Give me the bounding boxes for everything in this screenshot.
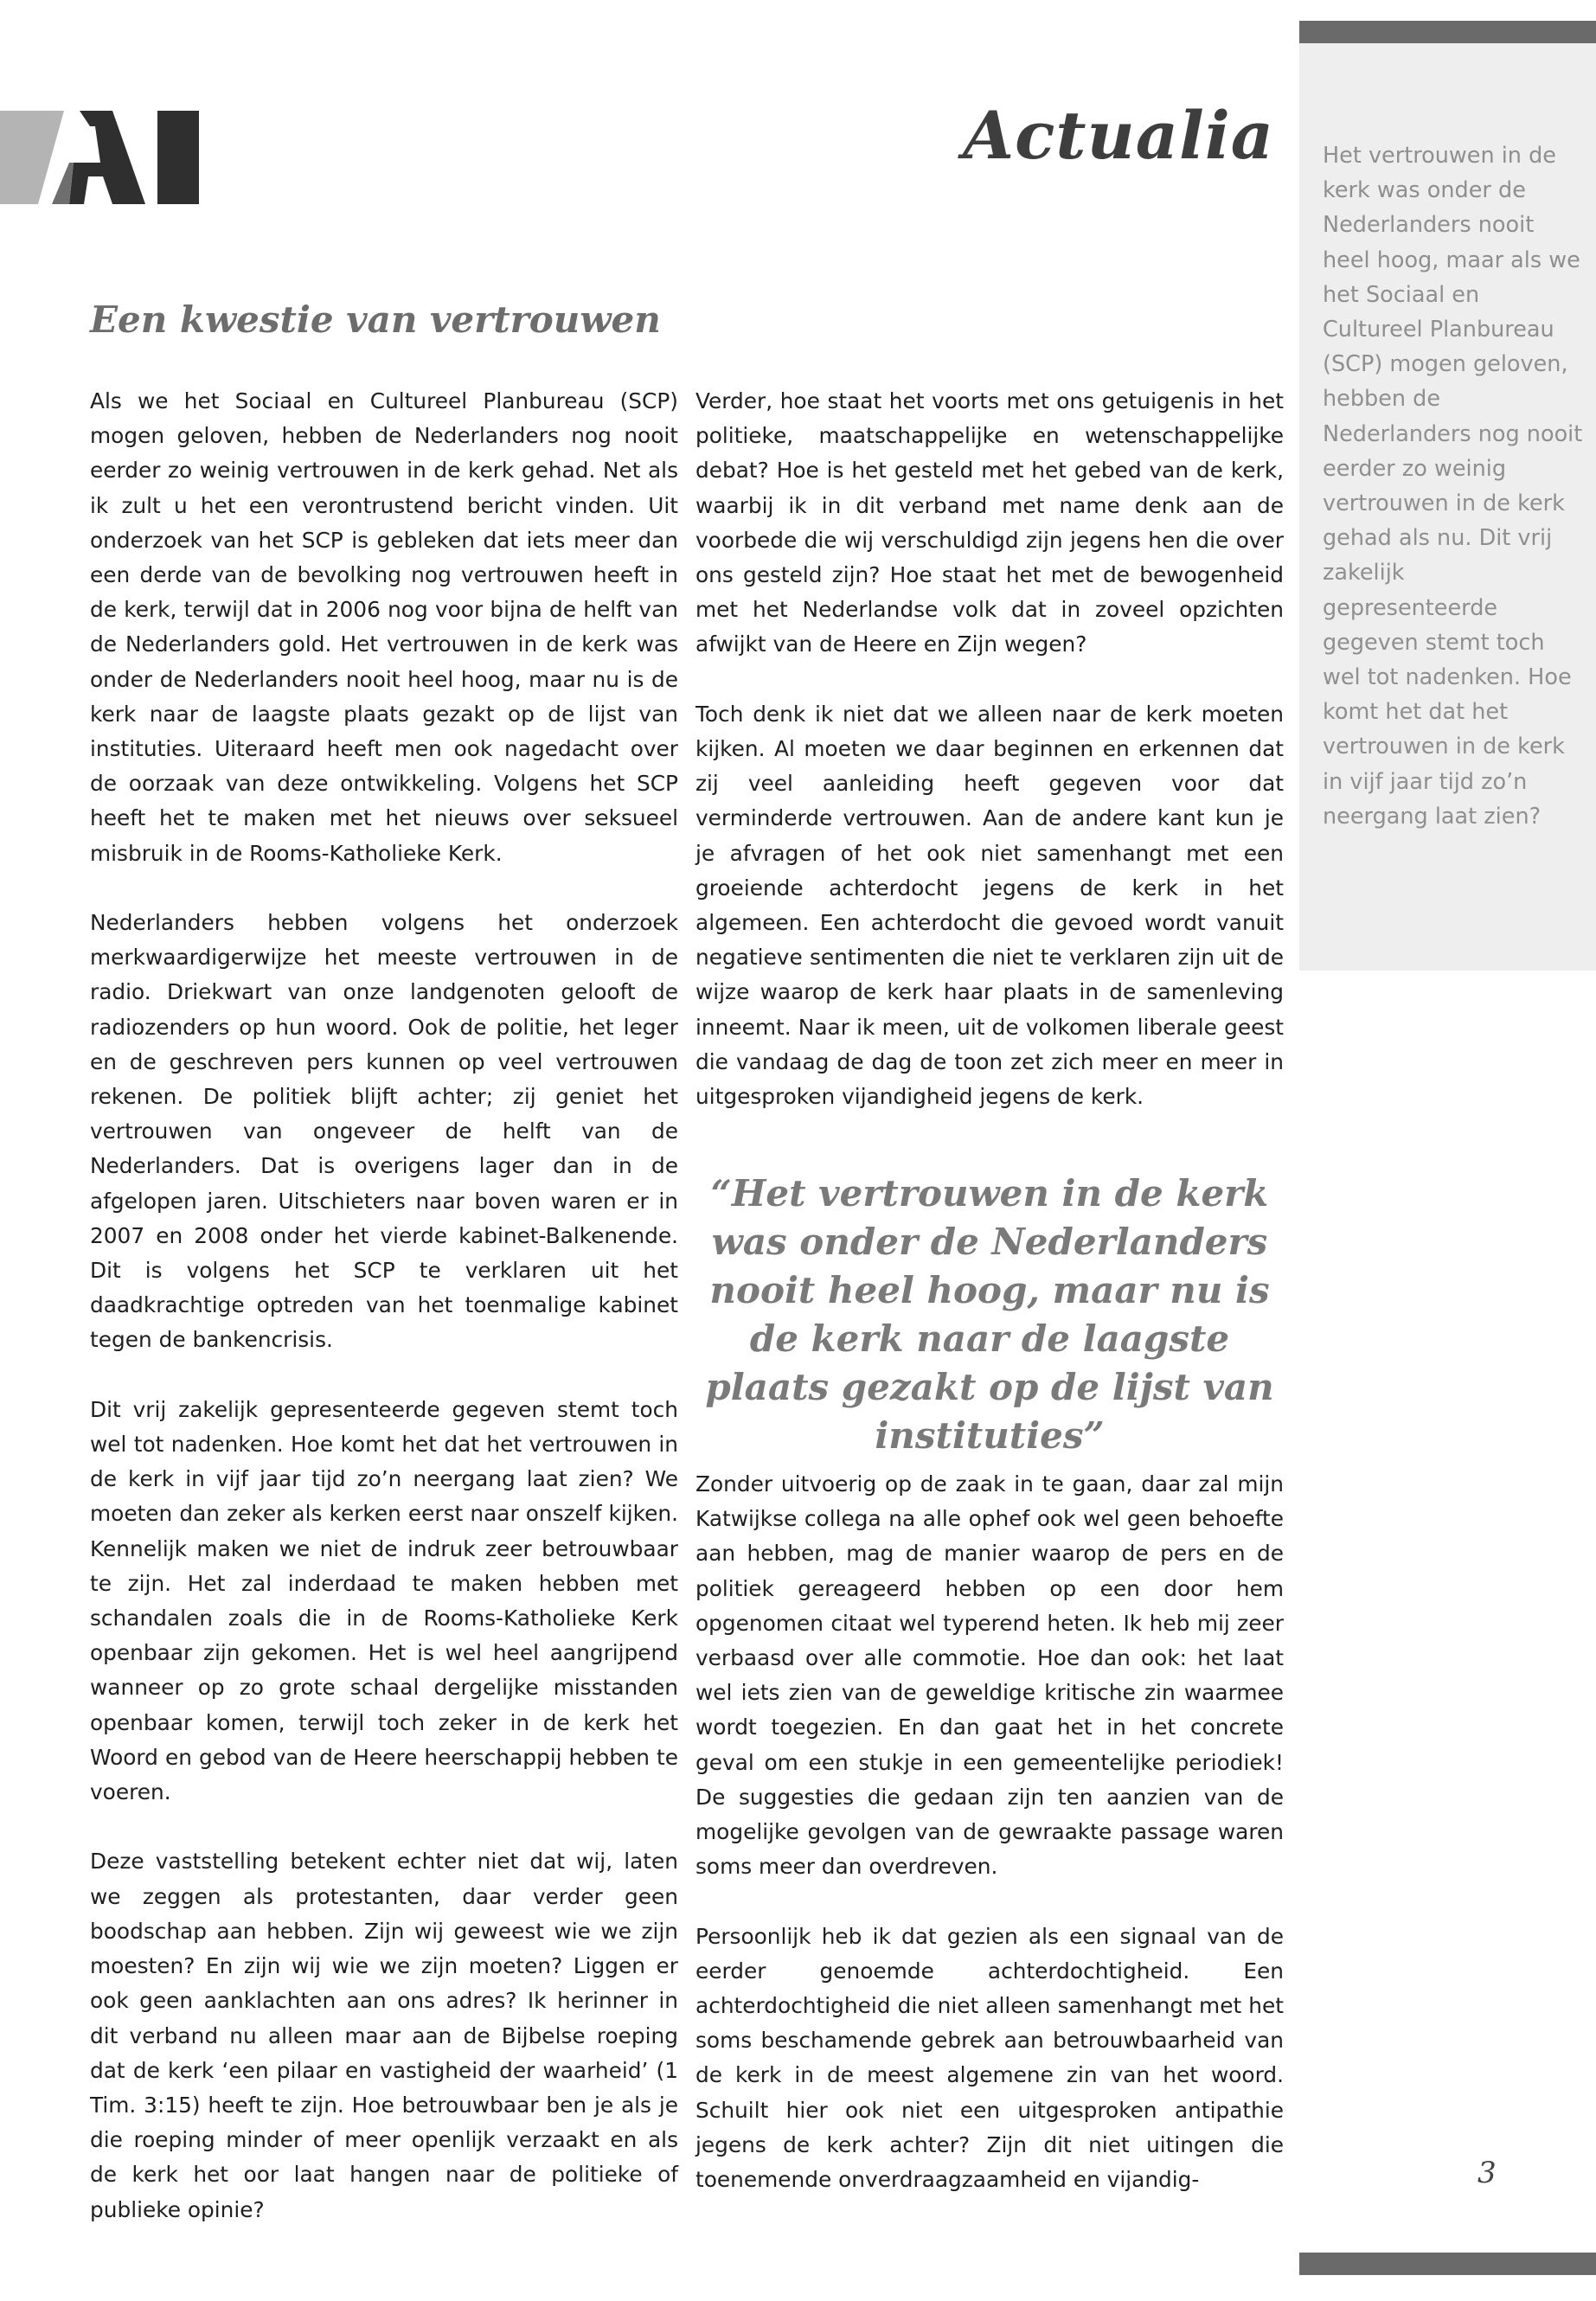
article-title: Een kwestie van vertrouwen — [90, 298, 661, 341]
article-column-right-top — [695, 384, 1284, 1114]
page-number: 3 — [1477, 2156, 1497, 2190]
article-column-right-bottom — [695, 1467, 1284, 2197]
paragraph: Dit vrij zakelijk gepresenteerde gegeven stemt toch wel tot nadenken. Hoe komt het dat het vertrouwen in de kerk in vijf jaar tijd zo’n neergang laat zien? We moeten dan zeker als kerken eerst naar onszelf kijken. Kennelijk maken we niet de indruk zeer betrouwbaar te zijn. Het zal inderdaad te maken hebben met schandalen zoals die in de Rooms-Katholieke Kerk openbaar zijn gekomen. Het is wel heel aangrijpend wanneer op zo grote schaal dergelijke misstanden openbaar komen, terwijl toch zeker in de kerk het Woord en gebod van de Heere heerschappij hebben te voeren. — [90, 1396, 678, 1805]
side-bar-bottom-divider — [1299, 2253, 1596, 2275]
paragraph: Persoonlijk heb ik dat gezien als een signaal van de eerder genoemde achterdochtigheid. Een achterdochtigheid die niet alleen samenhangt met het soms beschamende gebrek aan betrouwbaarheid van de kerk in de meest algemene zin van het woord. Schuilt hier ook niet een uitgesproken antipathie jegens de kerk achter? Zijn dit niet uitingen die toenemende onverdraagzaamheid en vijandig- — [695, 1923, 1284, 2193]
paragraph: Als we het Sociaal en Cultureel Planbureau (SCP) mogen geloven, hebben de Nederlanders nog nooit eerder zo weinig vertrouwen in de kerk gehad. Net als ik zult u het een verontrustend bericht vinden. Uit onderzoek van het SCP is gebleken dat iets meer dan een derde van de bevolking nog vertrouwen heeft in de kerk, terwijl dat in 2006 nog voor bijna de helft van de Nederlanders gold. Het vertrouwen in de kerk was onder de Nederlanders nooit heel hoog, maar nu is de kerk naar de laagste plaats gezakt op de lijst van instituties. Uiteraard heeft men ook nagedacht over de oorzaak van deze ontwikkeling. Volgens het SCP heeft het te maken met het nieuws over seksueel misbruik in de Rooms-Katholieke Kerk. — [90, 388, 678, 866]
paragraph: Toch denk ik niet dat we alleen naar de kerk moeten kijken. Al moeten we daar beginnen en erkennen dat zij veel aanleiding heeft gegeven voor dat verminderde vertrouwen. Aan de andere kant kun je je afvragen of het ook niet samenhangt met een groeiende achterdocht jegens de kerk in het algemeen. Een achterdocht die gevoed wordt vanuit negatieve sentimenten die niet te verklaren zijn uit de wijze waarop de kerk haar plaats in de samenleving inneemt. Naar ik meen, uit de volkomen liberale geest die vandaag de dag de toon zet zich meer en meer in uitgesproken vijandigheid jegens de kerk. — [695, 701, 1284, 1110]
paragraph: Verder, hoe staat het voorts met ons getuigenis in het politieke, maatschappelijke en wetenschappelijke debat? Hoe is het gesteld met het gebed van de kerk, waarbij ik in dit verband met name denk aan de voorbede die wij verschuldigd zijn jegens hen die over ons gesteld zijn? Hoe staat het met de bewogenheid met het Nederlandse volk dat in zoveel opzichten afwijkt van de Heere en Zijn wegen? — [695, 388, 1284, 657]
side-bar-top-divider — [1299, 21, 1596, 43]
side-quote: Het vertrouwen in de kerk was onder de Nederlanders nooit heel hoog, maar als we het Sociaal en Cultureel Planbureau (SCP) mogen geloven, hebben de Nederlanders nog nooit eerder zo weinig vertrouwen in de kerk gehad als nu. Dit vrij zakelijk gepresenteerde gegeven stemt toch wel tot nadenken. Hoe komt het dat het vertrouwen in de kerk in vijf jaar tijd zo’n neergang laat zien? — [1323, 143, 1583, 830]
article-column-left — [90, 384, 678, 2227]
paragraph: Deze vaststelling betekent echter niet dat wij, laten we zeggen als protestanten, daar verder geen boodschap aan hebben. Zijn wij geweest wie we zijn moesten? En zijn wij wie we zijn moeten? Liggen er ook geen aanklachten aan ons adres? Ik herinner in dit verband nu alleen maar aan de Bijbelse roeping dat de kerk ‘een pilaar en vastigheid der waarheid’ (1 Tim. 3:15) heeft te zijn. Hoe betrouwbaar ben je als je die roeping minder of meer openlijk verzaakt en als de kerk het oor laat hangen naar de politieke of publieke opinie? — [90, 1849, 678, 2222]
paragraph: Nederlanders hebben volgens het onderzoek merkwaardigerwijze het meeste vertrouwen in de radio. Driekwart van onze landgenoten gelooft de radiozenders op hun woord. Ook de politie, het leger en de geschreven pers kunnen op veel vertrouwen rekenen. De politiek blijft achter; zij geniet het vertrouwen van ongeveer de helft van de Nederlanders. Dat is overigens lager dan in de afgelopen jaren. Uitschieters naar boven waren er in 2007 en 2008 onder het vierde kabinet-Balkenende. Dit is volgens het SCP te verklaren uit het daadkrachtige optreden van het toenmalige kabinet tegen de bankencrisis. — [90, 910, 678, 1353]
paragraph: Zonder uitvoerig op de zaak in te gaan, daar zal mijn Katwijkse collega na alle ophef ook wel geen behoefte aan hebben, mag de manier waarop de pers en de politiek gereageerd hebben op een door hem opgenomen citaat wel typerend heten. Ik heb mij zeer verbaasd over alle commotie. Hoe dan ook: het laat wel iets zien van de geweldige kritische zin waarmee wordt toegezien. En dan gaat het in het concrete geval om een stukje in een gemeentelijke periodiek! De suggesties die gedaan zijn ten aanzien van de mogelijke gevolgen van de gewraakte passage waren soms meer dan overdreven. — [695, 1471, 1284, 1880]
actualia-a-logo — [0, 111, 203, 206]
section-title: Actualia — [963, 97, 1274, 174]
pull-quote: “Het vertrouwen in de kerk was onder de Nederlanders nooit heel hoog, maar nu is de kerk naar de laagste plaats gezakt op de lijst van instituties” — [705, 1172, 1274, 1457]
